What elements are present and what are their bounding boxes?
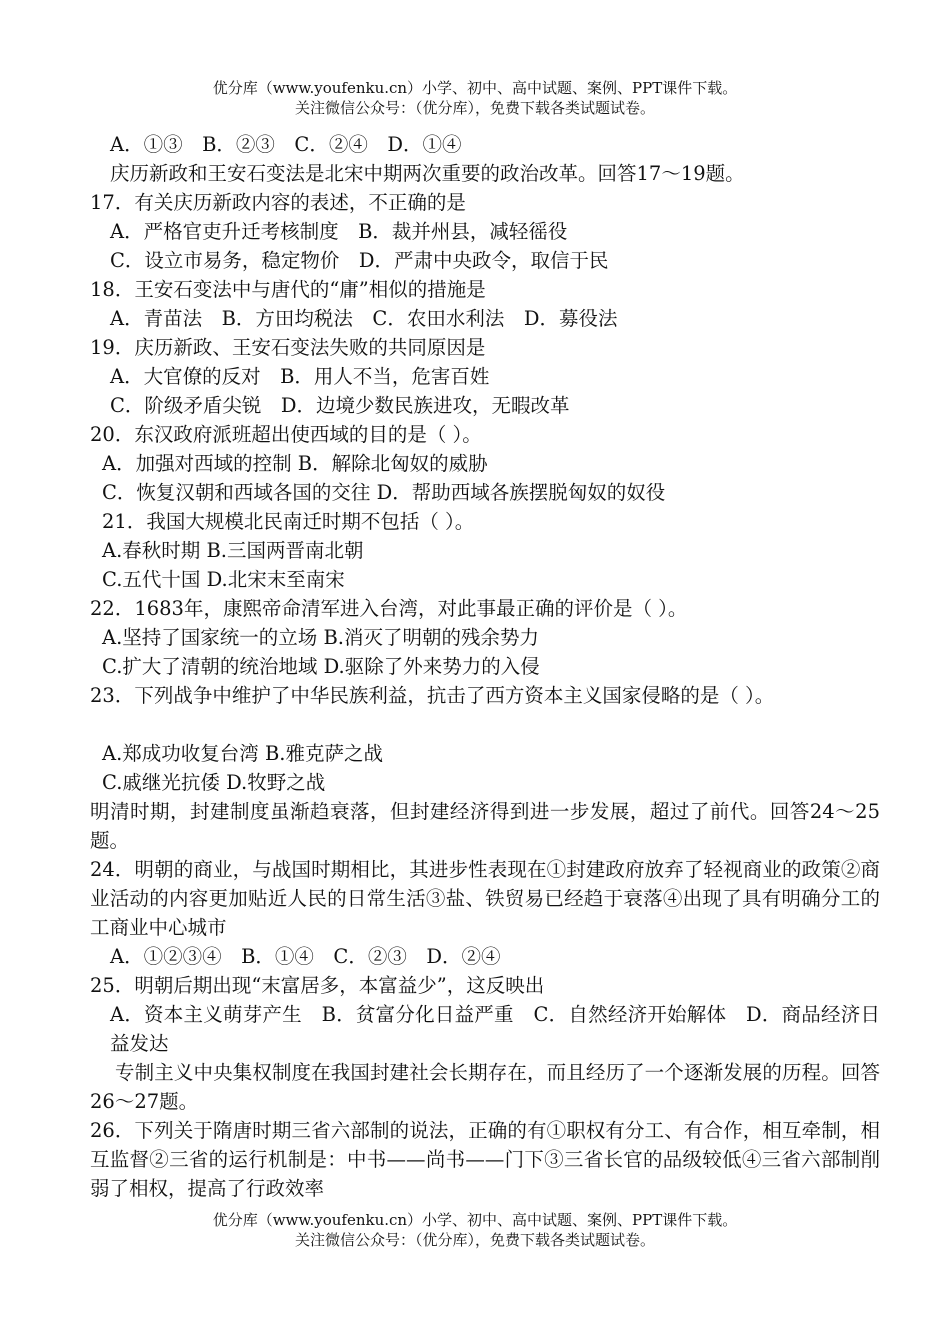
exam-body — [90, 130, 880, 1203]
header-line-2: 关注微信公众号：（优分库），免费下载各类试题试卷。 — [294, 99, 655, 117]
question-20-options-cd: C．恢复汉朝和西域各国的交往 D．帮助西域各族摆脱匈奴的奴役 — [102, 481, 666, 504]
question-25-options: A．资本主义萌芽产生 B．贫富分化日益严重 C．自然经济开始解体 D．商品经济日益发达 — [110, 1003, 880, 1055]
question-19-options-cd: C．阶级矛盾尖锐 D．边境少数民族进攻，无暇改革 — [110, 394, 570, 417]
question-18: 18．王安石变法中与唐代的“庸”相似的措施是 — [90, 278, 486, 301]
question-21: 21．我国大规模北民南迁时期不包括（ ）。 — [102, 510, 475, 533]
question-24-options: A．①②③④ B．①④ C．②③ D．②④ — [110, 945, 501, 968]
question-23: 23．下列战争中维护了中华民族利益，抗击了西方资本主义国家侵略的是（ ）。 — [90, 684, 775, 707]
question-22-options-ab: A.坚持了国家统一的立场 B.消灭了明朝的残余势力 — [102, 626, 540, 649]
question-17-options-cd: C．设立市易务，稳定物价 D．严肃中央政令，取信于民 — [110, 249, 609, 272]
question-23-options-ab: A.郑成功收复台湾 B.雅克萨之战 — [102, 742, 384, 765]
footer-line-2: 关注微信公众号：（优分库），免费下载各类试题试卷。 — [294, 1231, 655, 1249]
question-26: 26．下列关于隋唐时期三省六部制的说法，正确的有①职权有分工、有合作，相互牵制，相互监督②三省的运行机制是：中书——尚书——门下③三省长官的品级较低④三省六部制削弱了相权，提高了行政效率 — [90, 1119, 880, 1200]
question-23-options-cd: C.戚继光抗倭 D.牧野之战 — [102, 771, 326, 794]
question-19-options-ab: A．大官僚的反对 B．用人不当，危害百姓 — [110, 365, 490, 388]
question-24: 24．明朝的商业，与战国时期相比，其进步性表现在①封建政府放弃了轻视商业的政策②商业活动的内容更加贴近人民的日常生活③盐、铁贸易已经趋于衰落④出现了具有明确分工的工商业中心城市 — [90, 858, 880, 939]
intro-24-25: 明清时期，封建制度虽渐趋衰落，但封建经济得到进一步发展，超过了前代。回答24～25题。 — [90, 800, 880, 852]
question-22-options-cd: C.扩大了清朝的统治地域 D.驱除了外来势力的入侵 — [102, 655, 540, 678]
footer-line-1: 优分库（www.youfenku.cn）小学、初中、高中试题、案例、PPT课件下载。 — [212, 1211, 738, 1229]
intro-17-19: 庆历新政和王安石变法是北宋中期两次重要的政治改革。回答17～19题。 — [110, 162, 745, 185]
question-17: 17．有关庆历新政内容的表述，不正确的是 — [90, 191, 466, 214]
question-19: 19．庆历新政、王安石变法失败的共同原因是 — [90, 336, 486, 359]
answer-options-16: A．①③ B．②③ C．②④ D．①④ — [110, 133, 462, 156]
intro-26-27: 专制主义中央集权制度在我国封建社会长期存在，而且经历了一个逐渐发展的历程。回答26～27题。 — [90, 1061, 880, 1113]
question-18-options: A．青苗法 B．方田均税法 C．农田水利法 D．募役法 — [110, 307, 618, 330]
question-22: 22．1683年，康熙帝命清军进入台湾，对此事最正确的评价是（ ）。 — [90, 597, 688, 620]
question-21-options-cd: C.五代十国 D.北宋末至南宋 — [102, 568, 345, 591]
question-20-options-ab: A．加强对西域的控制 B．解除北匈奴的威胁 — [102, 452, 488, 475]
page-footer — [0, 1210, 950, 1250]
blank-line — [90, 710, 880, 739]
question-21-options-ab: A.春秋时期 B.三国两晋南北朝 — [102, 539, 364, 562]
question-25: 25．明朝后期出现“末富居多，本富益少”，这反映出 — [90, 974, 545, 997]
question-20: 20．东汉政府派班超出使西域的目的是（ ）。 — [90, 423, 482, 446]
question-17-options-ab: A．严格官吏升迁考核制度 B．裁并州县，减轻徭役 — [110, 220, 568, 243]
page-header — [0, 78, 950, 118]
header-line-1: 优分库（www.youfenku.cn）小学、初中、高中试题、案例、PPT课件下载。 — [212, 79, 738, 97]
